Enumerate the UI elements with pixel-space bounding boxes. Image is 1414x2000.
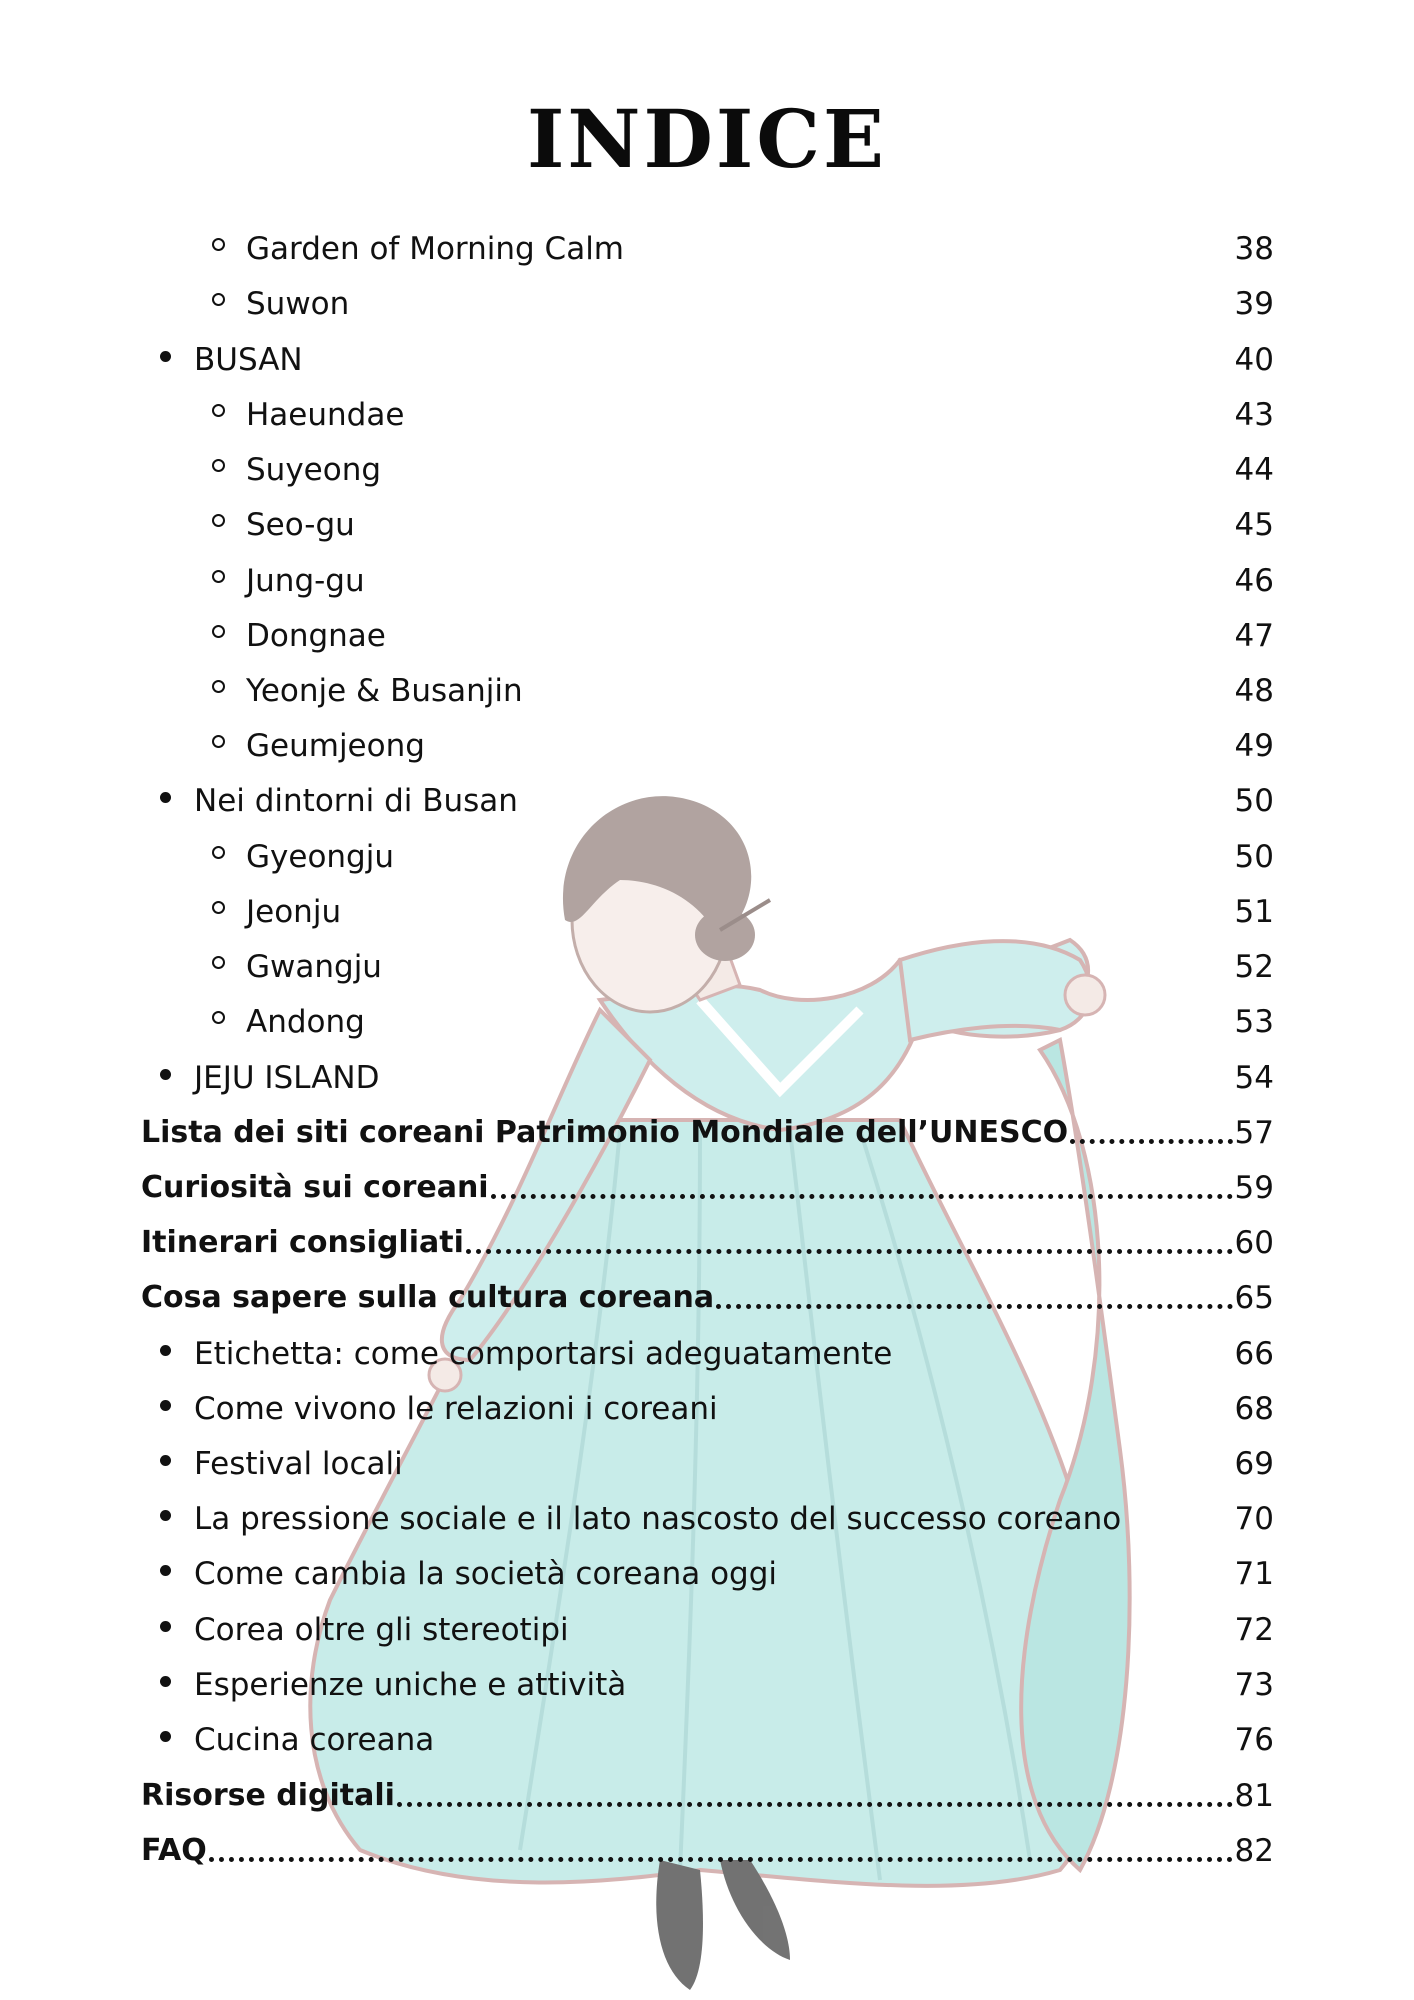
toc-chapter-page: 57 (1234, 1115, 1274, 1151)
toc-chapter[interactable] (141, 1831, 1274, 1871)
solid-bullet-icon (160, 1720, 194, 1760)
dot-leader (1070, 1139, 1232, 1144)
toc-entry-page: 44 (1234, 452, 1274, 488)
toc-entry[interactable] (194, 1554, 1274, 1594)
hollow-bullet-icon (212, 395, 246, 435)
toc-entry-page: 71 (1234, 1556, 1274, 1592)
toc-entry-label: BUSAN (194, 342, 303, 378)
toc-entry[interactable] (194, 1499, 1274, 1539)
toc-chapter-page: 81 (1234, 1778, 1274, 1814)
toc-chapter-page: 65 (1234, 1280, 1274, 1316)
hollow-bullet-icon (212, 616, 246, 656)
toc-entry[interactable] (194, 1444, 1274, 1484)
toc-chapter-label: Curiosità sui coreani (141, 1170, 489, 1205)
hollow-bullet-icon (212, 229, 246, 269)
toc-entry-page: 47 (1234, 618, 1274, 654)
toc-entry-label: Jung-gu (246, 563, 365, 599)
toc-entry[interactable] (194, 1665, 1274, 1705)
toc-chapter[interactable] (141, 1278, 1274, 1318)
solid-bullet-icon (160, 1554, 194, 1594)
toc-entry-page: 46 (1234, 563, 1274, 599)
toc-entry-label: Gyeongju (246, 839, 394, 875)
toc-entry-label: Geumjeong (246, 728, 425, 764)
solid-bullet-icon (160, 1665, 194, 1705)
toc-chapter-label: FAQ (141, 1833, 207, 1868)
dot-leader (491, 1194, 1233, 1199)
page-title: INDICE (527, 92, 887, 186)
hollow-bullet-icon (212, 284, 246, 324)
toc-chapter-label: Itinerari consigliati (141, 1225, 464, 1260)
dot-leader (466, 1249, 1233, 1254)
toc-entry-page: 52 (1234, 949, 1274, 985)
toc-entry-page: 53 (1234, 1004, 1274, 1040)
toc-entry-page: 73 (1234, 1667, 1274, 1703)
toc-entry-page: 49 (1234, 728, 1274, 764)
hollow-bullet-icon (212, 561, 246, 601)
toc-entry-label: Festival locali (194, 1446, 403, 1482)
dot-leader (716, 1304, 1232, 1309)
dot-leader (397, 1802, 1233, 1807)
toc-entry[interactable] (246, 229, 1274, 269)
toc-entry-label: Yeonje & Busanjin (246, 673, 523, 709)
solid-bullet-icon (160, 1499, 194, 1539)
hollow-bullet-icon (212, 947, 246, 987)
toc-entry-page: 50 (1234, 783, 1274, 819)
toc-entry[interactable] (194, 781, 1274, 821)
dot-leader (209, 1857, 1233, 1862)
toc-entry[interactable] (246, 616, 1274, 656)
toc-entry-label: Nei dintorni di Busan (194, 783, 518, 819)
toc-entry-label: Come vivono le relazioni i coreani (194, 1391, 718, 1427)
toc-entry-label: Seo-gu (246, 507, 355, 543)
solid-bullet-icon (160, 1389, 194, 1429)
toc-entry[interactable] (194, 1334, 1274, 1374)
toc-entry-label: Corea oltre gli stereotipi (194, 1612, 569, 1648)
toc-entry-page: 39 (1234, 286, 1274, 322)
toc-entry-page: 54 (1234, 1060, 1274, 1096)
toc-chapter[interactable] (141, 1223, 1274, 1263)
toc-entry[interactable] (246, 450, 1274, 490)
toc-entry-label: Jeonju (246, 894, 342, 930)
toc-entry[interactable] (246, 726, 1274, 766)
solid-bullet-icon (160, 1444, 194, 1484)
hollow-bullet-icon (212, 450, 246, 490)
toc-entry-label: Etichetta: come comportarsi adeguatamente (194, 1336, 893, 1372)
toc-entry-page: 72 (1234, 1612, 1274, 1648)
toc-entry-label: Esperienze uniche e attività (194, 1667, 627, 1703)
toc-entry[interactable] (246, 947, 1274, 987)
toc-entry-label: Suyeong (246, 452, 382, 488)
toc-entry[interactable] (246, 395, 1274, 435)
toc-entry-label: Andong (246, 1004, 365, 1040)
hollow-bullet-icon (212, 1002, 246, 1042)
solid-bullet-icon (160, 781, 194, 821)
toc-entry-label: Haeundae (246, 397, 405, 433)
solid-bullet-icon (160, 1058, 194, 1098)
toc-entry-page: 38 (1234, 231, 1274, 267)
toc-entry[interactable] (246, 1002, 1274, 1042)
toc-chapter[interactable] (141, 1776, 1274, 1816)
hollow-bullet-icon (212, 671, 246, 711)
toc-entry-label: JEJU ISLAND (194, 1060, 380, 1096)
solid-bullet-icon (160, 1334, 194, 1374)
toc-entry-page: 69 (1234, 1446, 1274, 1482)
toc-chapter[interactable] (141, 1168, 1274, 1208)
toc-entry[interactable] (246, 837, 1274, 877)
toc-chapter-label: Cosa sapere sulla cultura coreana (141, 1280, 715, 1315)
toc-chapter-page: 59 (1234, 1170, 1274, 1206)
toc-entry-page: 50 (1234, 839, 1274, 875)
toc-entry-page: 76 (1234, 1722, 1274, 1758)
solid-bullet-icon (160, 1610, 194, 1650)
toc-chapter[interactable] (141, 1113, 1274, 1153)
toc-chapter-page: 60 (1234, 1225, 1274, 1261)
toc-entry-label: Dongnae (246, 618, 386, 654)
toc-chapter-label: Risorse digitali (141, 1778, 395, 1813)
toc-entry[interactable] (246, 892, 1274, 932)
toc-entry[interactable] (194, 1058, 1274, 1098)
hollow-bullet-icon (212, 726, 246, 766)
hollow-bullet-icon (212, 892, 246, 932)
toc-entry-page: 68 (1234, 1391, 1274, 1427)
toc-entry-label: Suwon (246, 286, 350, 322)
hollow-bullet-icon (212, 505, 246, 545)
toc-entry[interactable] (194, 1389, 1274, 1429)
toc-entry[interactable] (246, 561, 1274, 601)
toc-entry-page: 66 (1234, 1336, 1274, 1372)
toc-entry[interactable] (194, 340, 1274, 380)
toc-entry-label: Gwangju (246, 949, 382, 985)
toc-entry-page: 40 (1234, 342, 1274, 378)
toc-entry[interactable] (246, 284, 1274, 324)
toc-entry-page: 45 (1234, 507, 1274, 543)
toc-chapter-page: 82 (1234, 1833, 1274, 1869)
toc-entry-page: 43 (1234, 397, 1274, 433)
toc-entry-label: Garden of Morning Calm (246, 231, 625, 267)
solid-bullet-icon (160, 340, 194, 380)
toc-chapter-label: Lista dei siti coreani Patrimonio Mondiale dell’UNESCO (141, 1115, 1069, 1150)
toc-entry[interactable] (246, 671, 1274, 711)
toc-entry-page: 48 (1234, 673, 1274, 709)
hollow-bullet-icon (212, 837, 246, 877)
toc-entry[interactable] (194, 1720, 1274, 1760)
toc-entry-label: La pressione sociale e il lato nascosto del successo coreano (194, 1501, 1122, 1537)
toc-entry[interactable] (194, 1610, 1274, 1650)
toc-entry[interactable] (246, 505, 1274, 545)
toc-entry-label: Cucina coreana (194, 1722, 435, 1758)
toc-entry-page: 51 (1234, 894, 1274, 930)
toc-entry-page: 70 (1234, 1501, 1274, 1537)
toc-entry-label: Come cambia la società coreana oggi (194, 1556, 778, 1592)
